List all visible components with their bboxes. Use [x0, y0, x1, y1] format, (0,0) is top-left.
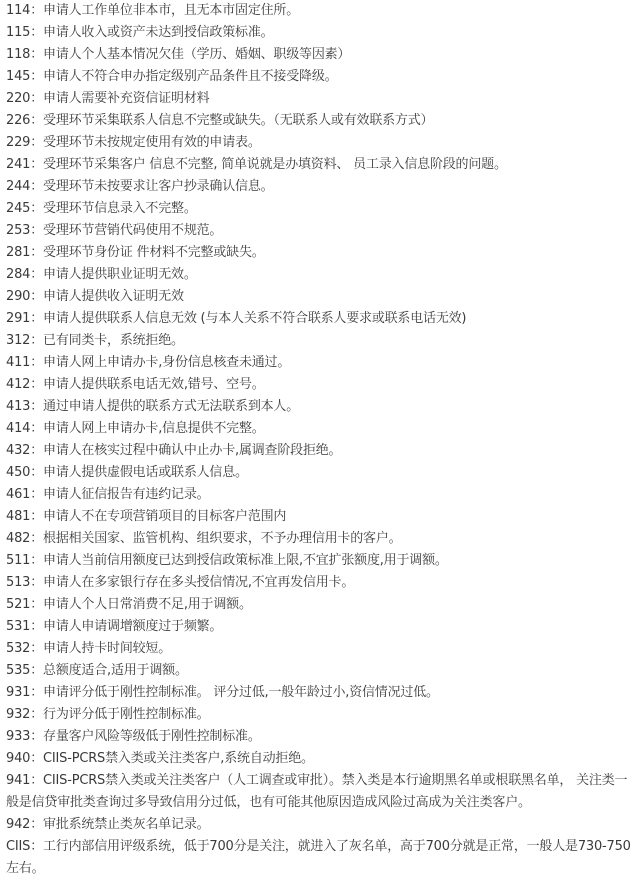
list-item: 532：申请人持卡时间较短。	[6, 641, 172, 656]
list-item: 411：申请人网上申请办卡,身份信息核查未通过。	[6, 355, 291, 370]
list-item: 115：申请人收入或资产未达到授信政策标准。	[6, 25, 274, 40]
list-item: 281：受理环节身份证 件材料不完整或缺失。	[6, 245, 265, 260]
list-item: 511：申请人当前信用额度已达到授信政策标准上限,不宜扩张额度,用于调额。	[6, 553, 448, 568]
list-item: 513：申请人在多家银行存在多头授信情况,不宜再发信用卡。	[6, 575, 355, 590]
list-item: 521：申请人个人日常消费不足,用于调额。	[6, 597, 252, 612]
list-item: 284：申请人提供职业证明无效。	[6, 267, 197, 282]
list-item: 482：根据相关国家、监管机构、组织要求，不予办理信用卡的客户。	[6, 531, 402, 546]
list-item: 114：申请人工作单位非本市，且无本市固定住所。	[6, 3, 300, 18]
list-item: 412：申请人提供联系电话无效,错号、空号。	[6, 377, 265, 392]
list-item: 226：受理环节采集联系人信息不完整或缺失。（无联系人或有效联系方式）	[6, 113, 434, 128]
list-item: 312：已有同类卡，系统拒绝。	[6, 333, 184, 348]
list-item: 241：受理环节采集客户 信息不完整, 简单说就是办填资料、 员工录入信息阶段的问题。	[6, 157, 507, 172]
list-item: 290：申请人提供收入证明无效	[6, 289, 184, 304]
list-item: 940：CIIS-PCRS禁入类或关注类客户,系统自动拒绝。	[6, 751, 314, 766]
list-item: 432：申请人在核实过程中确认中止办卡,属调查阶段拒绝。	[6, 443, 342, 458]
list-item: 145：申请人不符合申办指定级别产品条件且不接受降级。	[6, 69, 338, 84]
list-item: 244：受理环节未按要求让客户抄录确认信息。	[6, 179, 274, 194]
list-item: 118：申请人个人基本情况欠佳（学历、婚姻、职级等因素）	[6, 47, 351, 62]
list-item: 291：申请人提供联系人信息无效 (与本人关系不符合联系人要求或联系电话无效)	[6, 311, 467, 326]
list-item: 531：申请人申请调增额度过于频繁。	[6, 619, 223, 634]
list-item: 414：申请人网上申请办卡,信息提供不完整。	[6, 421, 265, 436]
list-item: 535：总额度适合,适用于调额。	[6, 663, 188, 678]
list-item: 413：通过申请人提供的联系方式无法联系到本人。	[6, 399, 300, 414]
list-item: 229：受理环节未按规定使用有效的申请表。	[6, 135, 261, 150]
list-item: CIIS：工行内部信用评级系统，低于700分是关注，就进入了灰名单，高于700分就是正常，一般人是730-750左右。	[6, 839, 631, 876]
list-item: 931：申请评分低于刚性控制标准。 评分过低,一般年龄过小,资信情况过低。	[6, 685, 439, 700]
list-item: 933：存量客户风险等级低于刚性控制标准。	[6, 729, 261, 744]
list-item: 461：申请人征信报告有违约记录。	[6, 487, 210, 502]
list-item: 253：受理环节营销代码使用不规范。	[6, 223, 223, 238]
list-item: 220：申请人需要补充资信证明材料	[6, 91, 210, 106]
list-item: 941：CIIS-PCRS禁入类或关注类客户（人工调查或审批）。禁入类是本行逾期黑名单或根联黑名单， 关注类一般是信贷审批类查询过多导致信用分过低，也有可能其他原因造成风险过高成为关注类客户。	[6, 773, 628, 810]
list-item: 245：受理环节信息录入不完整。	[6, 201, 197, 216]
list-item: 481：申请人不在专项营销项目的目标客户范围内	[6, 509, 287, 524]
list-item: 450：申请人提供虚假电话或联系人信息。	[6, 465, 248, 480]
list-item: 942：审批系统禁止类灰名单记录。	[6, 817, 210, 832]
list-item: 932：行为评分低于刚性控制标准。	[6, 707, 210, 722]
reason-code-list	[6, 0, 634, 880]
